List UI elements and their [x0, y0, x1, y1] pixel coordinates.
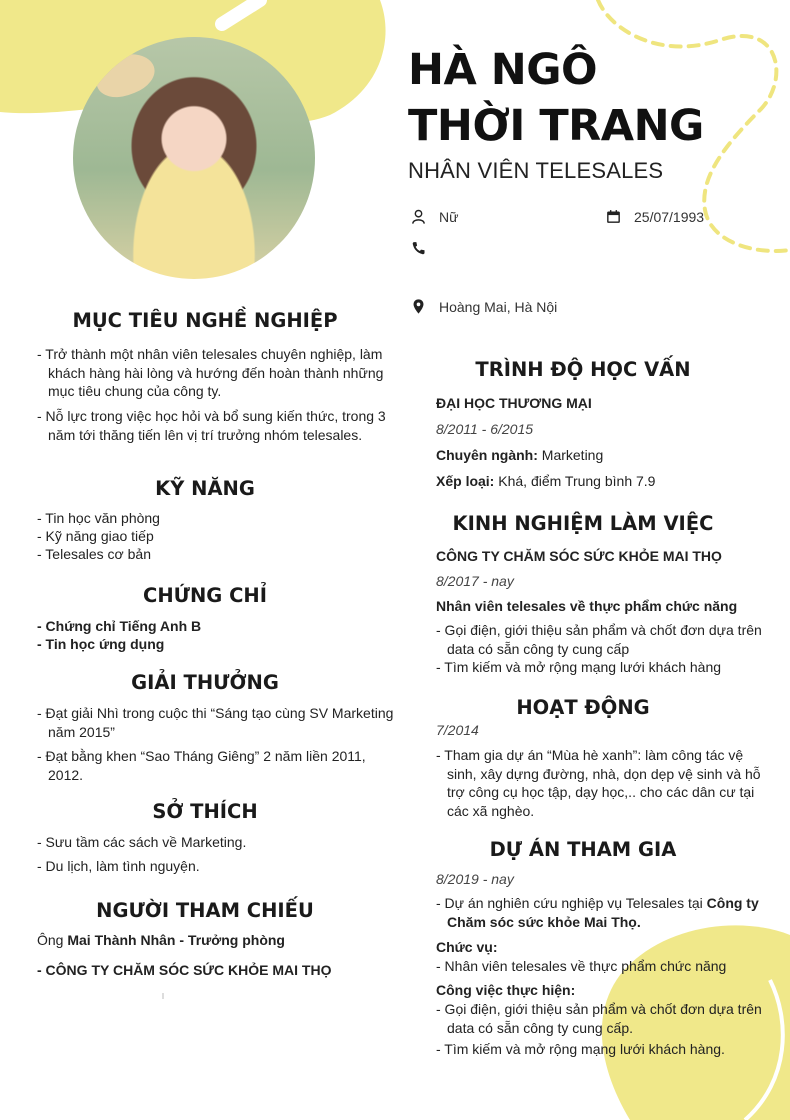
award-item-1: - Đạt giải Nhì trong cuộc thi “Sáng tạo cùng SV Marketing năm 2015” [37, 705, 394, 740]
phone-icon [410, 240, 427, 257]
location-pin-icon [410, 298, 427, 315]
reference-name: Mai Thành Nhân - Trưởng phòng [67, 932, 285, 948]
gender-row [410, 208, 458, 225]
activities-title: HOẠT ĐỘNG [516, 696, 650, 719]
experience-item-1: - Gọi điện, giới thiệu sản phẩm và chốt đơn dựa trên data có sẵn công ty cung cấp [436, 622, 762, 657]
project-company: Công ty Chăm sóc sức khỏe Mai Thọ. [447, 895, 759, 930]
education-title: TRÌNH ĐỘ HỌC VẤN [475, 358, 691, 381]
hobbies-title: SỞ THÍCH [152, 800, 258, 823]
job-title: NHÂN VIÊN TELESALES [408, 158, 664, 183]
activities-period: 7/2014 [436, 722, 479, 738]
major-value: Marketing [537, 447, 604, 463]
education-period: 8/2011 - 6/2015 [436, 421, 534, 437]
project-prefix: - Dự án nghiên cứu nghiệp vụ Telesales tại [436, 895, 707, 911]
reference-company: - CÔNG TY CHĂM SÓC SỨC KHỎE MAI THỌ [37, 962, 332, 978]
position-value: - Nhân viên telesales về thực phẩm chức năng [436, 958, 727, 974]
hobby-item-2: - Du lịch, làm tình nguyện. [37, 858, 200, 874]
experience-company: CÔNG TY CHĂM SÓC SỨC KHỎE MAI THỌ [436, 548, 722, 564]
skills-title: KỸ NĂNG [155, 477, 255, 500]
awards-title: GIẢI THƯỞNG [131, 671, 279, 694]
certificate-item-1: - Chứng chỉ Tiếng Anh B [37, 618, 202, 634]
skill-item-1: - Tin học văn phòng [37, 510, 160, 526]
activity-item-1: - Tham gia dự án “Mùa hè xanh”: làm công tác vệ sinh, xây dựng đường, nhà, dọn dẹp vệ sinh và hỗ trợ công cụ học tập, dạy học,.. cho các dân cư tại các xã nghèo. [436, 747, 761, 819]
references-title: NGƯỜI THAM CHIẾU [96, 899, 314, 922]
name-line-1: HÀ NGÔ [408, 45, 598, 95]
task-item-2: - Tìm kiếm và mở rộng mạng lưới khách hàng. [436, 1041, 725, 1057]
experience-period: 8/2017 - nay [436, 573, 514, 589]
skill-item-3: - Telesales cơ bản [37, 546, 151, 562]
calendar-icon [605, 208, 622, 225]
candidate-name [408, 42, 778, 154]
certificate-item-2: - Tin học ứng dụng [37, 636, 165, 652]
gender-value: Nữ [439, 208, 459, 225]
address-value: Hoàng Mai, Hà Nội [439, 298, 558, 315]
reference-person [37, 931, 397, 950]
experience-item-2: - Tìm kiếm và mở rộng mạng lưới khách hàng [436, 659, 722, 675]
name-line-2: THỜI TRANG [408, 101, 704, 151]
education-school: ĐẠI HỌC THƯƠNG MẠI [436, 395, 592, 411]
profile-photo [73, 37, 315, 279]
experience-title: KINH NGHIỆM LÀM VIỆC [452, 512, 714, 535]
tasks-label: Công việc thực hiện: [436, 982, 576, 998]
objective-title: MỤC TIÊU NGHỀ NGHIỆP [72, 309, 338, 332]
task-item-1: - Gọi điện, giới thiệu sản phẩm và chốt đơn dựa trên data có sẵn công ty cung cấp. [436, 1001, 762, 1036]
award-item-2: - Đạt bằng khen “Sao Tháng Giêng” 2 năm liền 2011, 2012. [37, 748, 366, 783]
address-row [410, 298, 557, 315]
grade-value: Khá, điểm Trung bình 7.9 [494, 473, 656, 489]
hobby-item-1: - Sưu tầm các sách về Marketing. [37, 834, 247, 850]
objective-item-1: - Trở thành một nhân viên telesales chuyên nghiệp, làm khách hàng hài lòng và hướng đến hoàn thành những mục tiêu chung của công ty. [37, 346, 384, 399]
person-icon [410, 208, 427, 225]
reference-prefix: Ông [37, 932, 68, 948]
project-item [436, 894, 776, 931]
birthday-value: 25/07/1993 [634, 208, 705, 225]
skill-item-2: - Kỹ năng giao tiếp [37, 528, 154, 544]
experience-role: Nhân viên telesales về thực phẩm chức năng [436, 598, 738, 614]
projects-period: 8/2019 - nay [436, 871, 514, 887]
certificates-title: CHỨNG CHỈ [143, 584, 267, 607]
grade-label: Xếp loại: [436, 473, 495, 489]
major-label: Chuyên ngành: [436, 447, 538, 463]
position-label: Chức vụ: [436, 939, 498, 955]
objective-item-2: - Nỗ lực trong việc học hỏi và bổ sung kiến thức, trong 3 năm tới thăng tiến lên vị trí trưởng nhóm telesales. [37, 408, 386, 443]
projects-title: DỰ ÁN THAM GIA [489, 838, 677, 861]
phone-row [410, 240, 439, 257]
education-grade [436, 472, 776, 491]
education-major [436, 446, 776, 465]
birthday-row [605, 208, 704, 225]
